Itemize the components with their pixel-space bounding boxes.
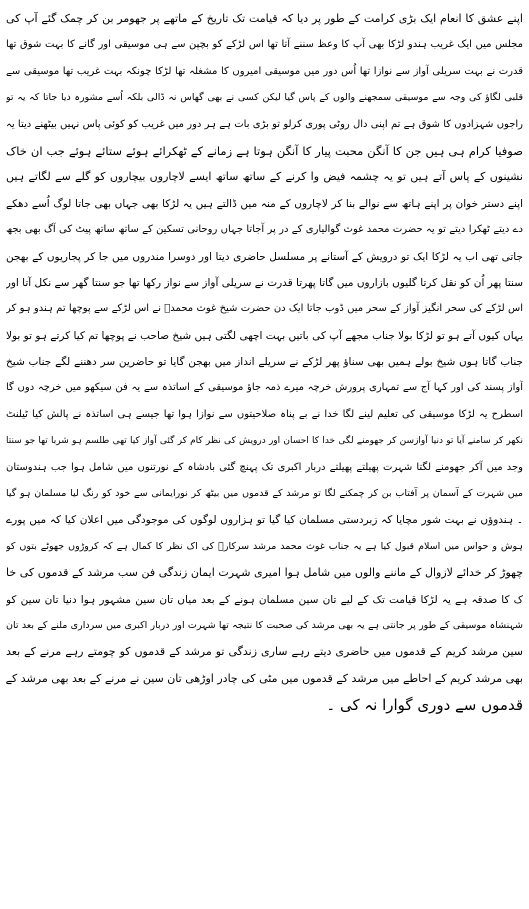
text-line: شہنشاہ موسیقی کے طور پر جانتی ہے یہ بھی مرشد کی صحبت کا نتیجہ تھا شہرت اور دربار اکبری میں سرداری ملنے کے بعد تان: [6, 619, 523, 631]
text-line: آواز پسند کی اور کہا آج سے تمہاری پرورش خرچہ میرے ذمہ جاؤ موسیقی کے اساتذہ سے یہ فن سیکھو میں خرچہ دوں گا: [6, 382, 523, 394]
text-line: ۔ ہندوؤں نے بہت شور مچایا کہ زبردستی مسلمان کیا گیا تو ہزاروں لوگوں کی موجودگی میں اعلان کیا کہ میں پورے: [6, 514, 523, 527]
text-line: قدرت نے بہت سریلی آواز سے نوازا تھا اُس دور میں موسیقی امیروں کا مشغلہ تھا لڑکا چونکہ بہت غریب تھا موسیقی سے: [6, 65, 523, 77]
text-line: چھوڑ کر خدائے لازوال کے ماننے والوں میں شامل ہوا امیری شہرت ایمان زندگی فن سب مرشد کے قدموں کی خا: [6, 566, 523, 580]
text-line: ہوش و حواس میں اسلام قبول کیا ہے یہ جناب غوث محمد مرشد سرکارؒ کی اک نظر کا کمال ہے کہ کروڑوں جھوٹے بتوں کو: [6, 540, 523, 552]
text-line: صوفیا کرام ہی ہیں جن کا آنگن محبت پیار کا آنگن ہوتا ہے زمانے کے ٹھکرائے ہوئے ستائے ہوئے جب ان خاک: [6, 143, 523, 158]
text-line: دے دیتے ٹھکرا دیتے تو یہ حضرت محمد غوث گوالیاری کے در پر آجاتا جہاں روحانی تسکین کے ساتھ ساتھ پیٹ کی آگ بھی بجھ: [6, 224, 523, 236]
text-line: مجلس میں ایک غریب ہندو لڑکا بھی آپ کا وعظ سننے آتا تھا اس لڑکے کو بچپن سے ہی موسیقی اور گانے کا بہت شوق تھا: [6, 39, 523, 51]
text-line: اپنے عشق کا انعام ایک بڑی کرامت کے طور پر دیا کہ قیامت تک تاریخ کے ماتھے پر جھومر بن کر چمک گئے آپ کی: [6, 12, 523, 25]
text-line: قلبی لگاؤ کی وجہ سے موسیقی سمجھنے والوں کے پاس گیا لیکن کسی نے بھی گھاس نہ ڈالی بلکہ اُسے مشورہ دیا جاتا کہ یہ تو: [6, 92, 523, 104]
text-line: سین مرشد کریم کے قدموں میں حاضری دیتے رہے ساری زندگی تو مرشد کے قدموں کو چومتے رہے مرنے کے بعد: [6, 645, 523, 659]
text-line: اس لڑکے کی سحر انگیز آواز کے سحر میں ڈوب جاتا ایک دن حضرت شیخ غوث محمدؒ نے اس لڑکے سے پوچھا تم ہندو ہو کر: [6, 303, 523, 315]
text-line: اپنے دستر خوان پر اپنے ہاتھ سے نوالے بنا کر لاچاروں کے منہ میں ڈالتے ہیں یہ لڑکا بھی جہاں بھی جاتا لوگ اُسے دھکے: [6, 197, 523, 210]
text-line: راجوں شہزادوں کا شوق ہے تم اپنی دال روٹی پوری کرلو تو بڑی بات ہے ہر دور میں غریب کو کوئی پاس نہیں بیٹھنے دیتا یہ: [6, 118, 523, 130]
text-line: جناب گاتا ہوں شیخ بولے ہمیں بھی سناؤ پھر لڑکے نے سریلے انداز میں بھجن گایا تو حاضرین سر دھننے لگے جناب شیخ: [6, 356, 523, 369]
text-line: وجد میں آکر جھومنے لگتا شہرت پھیلتے پھیلتے دربار اکبری تک پہنچ گئی بادشاہ کے نورتنوں میں شامل ہوا جب ہندوستان: [6, 461, 523, 473]
text-line: ک کا صدقہ ہے یہ لڑکا قیامت تک کے لیے تان سین مسلمان ہونے کے بعد میاں تان سین مشہور ہوا دنیا تان سین کو: [6, 593, 523, 606]
text-line-last: قدموں سے دوری گوارا نہ کی ۔: [326, 696, 523, 715]
article-paragraph: [6, 6, 523, 719]
text-line: سنتا پھر اُن کو نقل کرتا گلیوں بازاروں میں گاتا پھرتا قدرت نے سریلی آواز سے نواز رکھا تھا جو سنتا گھر سے نکل آتا اور: [6, 276, 523, 289]
text-line: اسطرح یہ لڑکا موسیقی کی تعلیم لینے لگا خدا نے بے پناہ صلاحیتوں سے نوازا ہوا تھا جیسے ہی اساتذہ نے پالش کیا ٹیلنٹ: [6, 408, 523, 420]
text-line: یہاں کیوں آتے ہو تو لڑکا بولا جناب مجھے آپ کی باتیں بہت اچھی لگتی ہیں شیخ صاحب نے پوچھا تم کیا کرتے ہو تو بولا: [6, 329, 523, 342]
text-line: میں شہرت کے آسمان پر آفتاب بن کر چمکنے لگا تو مرشد کے قدموں میں بیٹھ کر نورایمانی سے خود کو رنگ لیا مسلمان ہو گیا: [6, 488, 523, 500]
text-line: بھی مرشد کریم کے احاطے میں مرشد کے قدموں میں مٹی کی چادر اوڑھی تان سین نے مرنے کے بعد بھی مرشد کے: [6, 671, 523, 685]
text-line: جاتی تھی اب یہ لڑکا ایک تو درویش کے آستانے پر مسلسل حاضری دیتا اور دوسرا مندروں میں جا کر پجاریوں کے بھجن: [6, 250, 523, 263]
text-line: نشینوں کے پاس آتے ہیں تو یہ چشمہ فیض وا کرنے کے ساتھ ساتھ ایسے لاچاروں بیچاروں کو گلے سے لگاتے ہیں: [6, 170, 523, 184]
text-line: نکھر کر سامنے آیا تو دنیا آوازسن کر جھومنے لگی خدا کا احسان اور درویش کی نظر کام کر گئی آواز کیا تھی طلسم ہو شربا تھا جو سنتا: [6, 436, 523, 447]
